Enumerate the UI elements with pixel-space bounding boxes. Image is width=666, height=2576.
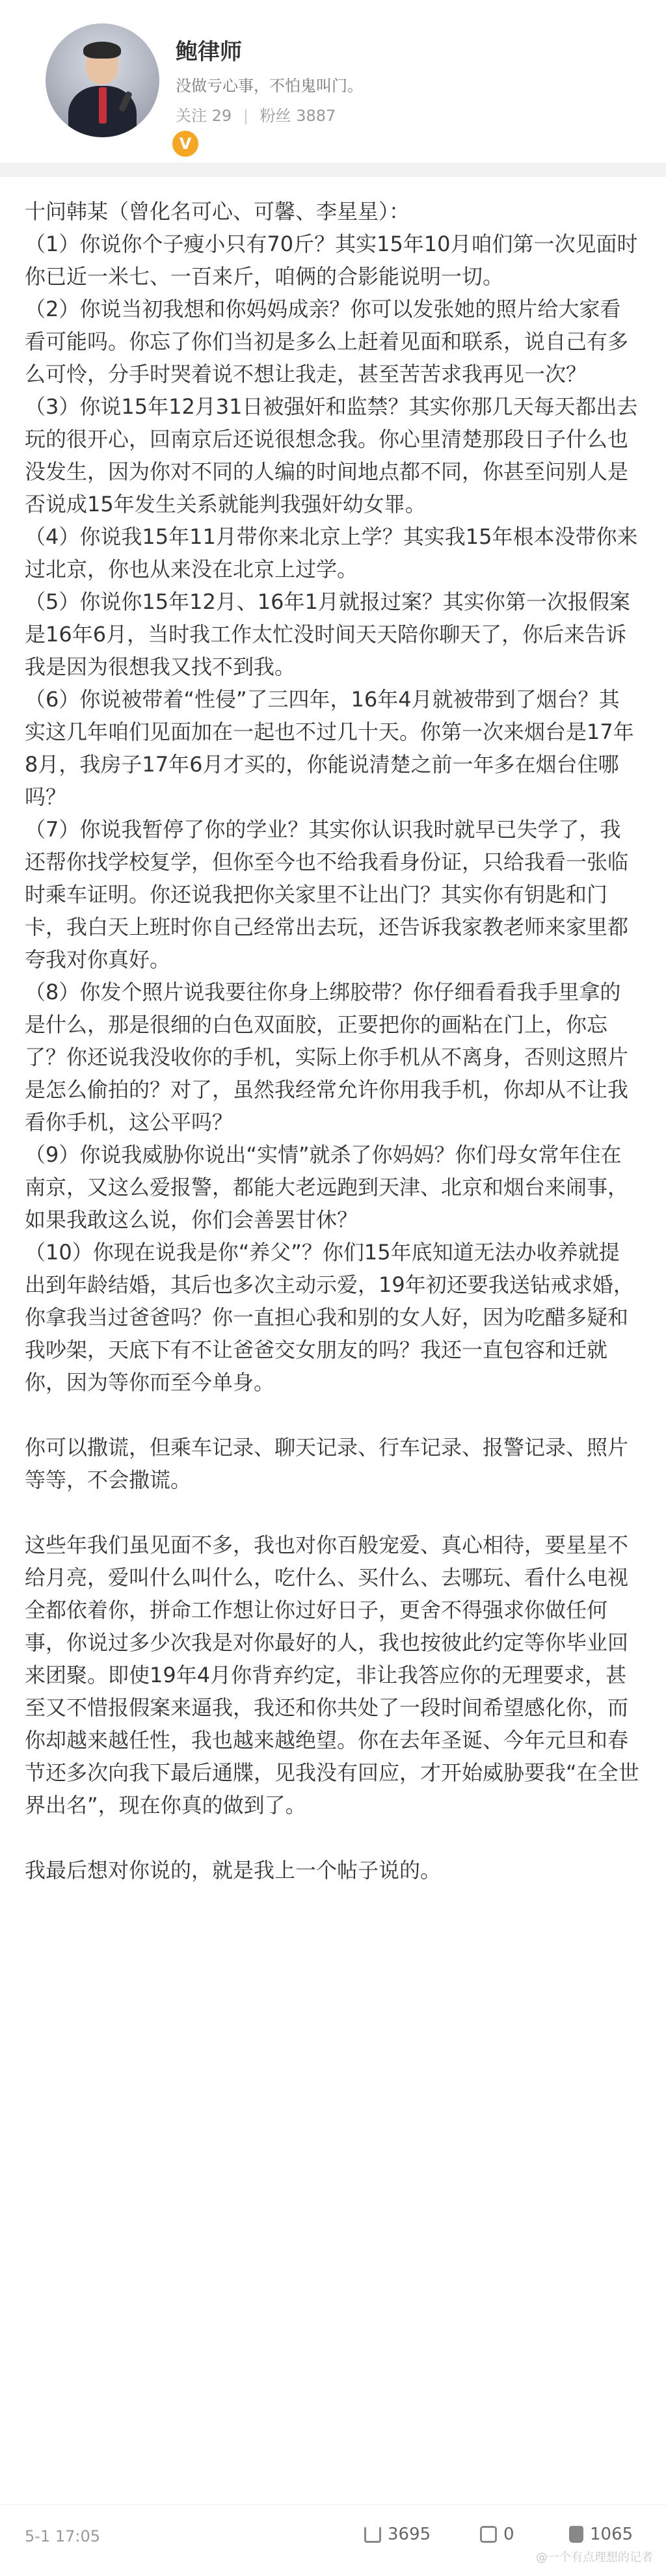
post-paragraph: （1）你说你个子瘦小只有70斤？其实15年10月咱们第一次见面时你已近一米七、一百来斤，咱俩的合影能说明一切。 (25, 232, 638, 289)
post-paragraph: （2）你说当初我想和你妈妈成亲？你可以发张她的照片给大家看看可能吗。你忘了你们当初是多么上赶着见面和联系，说自己有多么可怜，分手时哭着说不想让我走，甚至苦苦求我再见一次？ (25, 297, 629, 386)
post-paragraph: （4）你说我15年11月带你来北京上学？其实我15年根本没带你来过北京，你也从来没在北京上过学。 (25, 524, 638, 582)
post-footer (0, 2504, 666, 2576)
share-icon (364, 2526, 381, 2543)
comment-button[interactable] (480, 2525, 514, 2544)
post-paragraph: 你可以撒谎，但乘车记录、聊天记录、行车记录、报警记录、照片等等，不会撒谎。 (25, 1435, 629, 1492)
post-paragraph: （6）你说被带着“性侵”了三四年，16年4月就被带到了烟台？其实这几年咱们见面加在一起也不过几十天。你第一次来烟台是17年8月，我房子17年6月才买的，你能说清楚之前一年多在烟台住哪吗？ (25, 687, 634, 809)
comment-count: 0 (503, 2525, 514, 2544)
profile-motto: 没做亏心事，不怕鬼叫门。 (176, 77, 363, 95)
post-paragraph: （10）你现在说我是你“养父”？你们15年底知道无法办收养就提出到年龄结婚，其后也多次主动示爱，19年初还要我送钻戒求婚，你拿我当过爸爸吗？你一直担心我和别的女人好，因为吃醋多疑和我吵架，天底下有不让爸爸交女朋友的吗？我还一直包容和迁就你，因为等你而至今单身。 (25, 1240, 634, 1395)
comment-icon (480, 2526, 497, 2543)
weibo-watermark: @一个有点理想的记者 (536, 2551, 653, 2564)
profile-header (0, 0, 666, 163)
like-button[interactable] (569, 2525, 633, 2544)
post-paragraph: 十问韩某（曾化名可心、可馨、李星星）： (25, 199, 410, 224)
like-icon (569, 2526, 583, 2543)
share-count: 3695 (388, 2525, 431, 2544)
post-content (25, 195, 640, 1886)
post-paragraph: （3）你说15年12月31日被强奸和监禁？其实你那几天每天都出去玩的很开心，回南京后还说很想念我。你心里清楚那段日子什么也没发生，因为你对不同的人编的时间地点都不同，你甚至问别人是否说成15年发生关系就能判我强奸幼女罪。 (25, 394, 638, 517)
post-paragraph: 这些年我们虽见面不多，我也对你百般宠爱、真心相待，要星星不给月亮，爱叫什么叫什么，吃什么、买什么、去哪玩、看什么电视全都依着你，拼命工作想让你过好日子，更舍不得强求你做任何事，你说过多少次我是对你最好的人，我也按彼此约定等你毕业回来团聚。即使19年4月你背弃约定，非让我答应你的无理要求，甚至又不惜报假案来逼我，我还和你共处了一段时间希望感化你，而你却越来越任性，我也越来越绝望。你在去年圣诞、今年元旦和春节还多次向我下最后通牒，见我没有回应，才开始威胁要我“在全世界出名”，现在你真的做到了。 (25, 1533, 639, 1818)
post-paragraph: （9）你说我威胁你说出“实情”就杀了你妈妈？你们母女常年住在南京，又这么爱报警，都能大老远跑到天津、北京和烟台来闹事，如果我敢这么说，你们会善罢甘休？ (25, 1142, 629, 1232)
profile-stats (176, 103, 336, 126)
profile-name[interactable]: 鲍律师 (176, 39, 242, 65)
paragraph-gap (25, 1496, 640, 1529)
avatar-hair (83, 42, 121, 59)
follow-label: 关注 (176, 107, 207, 125)
avatar-tie (99, 87, 107, 124)
section-divider (0, 163, 666, 177)
post-paragraph: （7）你说我暂停了你的学业？其实你认识我时就早已失学了，我还帮你找学校复学，但你至今也不给我看身份证，只给我看一张临时乘车证明。你还说我把你关家里不让出门？其实你有钥匙和门卡，我白天上班时你自己经常出去玩，还告诉我家教老师来家里都夸我对你真好。 (25, 817, 629, 972)
post-paragraph: 我最后想对你说的，就是我上一个帖子说的。 (25, 1858, 442, 1883)
share-button[interactable] (364, 2525, 431, 2544)
verified-badge-icon: V (170, 129, 200, 159)
fans-label: 粉丝 (260, 107, 291, 125)
post-time: 5-1 17:05 (25, 2527, 100, 2545)
stats-separator: | (243, 107, 248, 125)
like-count: 1065 (590, 2525, 633, 2544)
post-paragraph: （8）你发个照片说我要往你身上绑胶带？你仔细看看我手里拿的是什么，那是很细的白色双面胶，正要把你的画粘在门上，你忘了？你还说我没收你的手机，实际上你手机从不离身，否则这照片是怎么偷拍的？对了，虽然我经常允许你用我手机，你却从不让我看你手机，这公平吗？ (25, 980, 629, 1134)
paragraph-gap (25, 1821, 640, 1854)
post-paragraph: （5）你说你15年12月、16年1月就报过案？其实你第一次报假案是16年6月，当时我工作太忙没时间天天陪你聊天了，你后来告诉我是因为很想我又找不到我。 (25, 589, 630, 679)
avatar[interactable] (46, 23, 159, 137)
fans-count[interactable]: 3887 (296, 107, 336, 125)
paragraph-gap (25, 1399, 640, 1431)
follow-count[interactable]: 29 (211, 107, 232, 125)
